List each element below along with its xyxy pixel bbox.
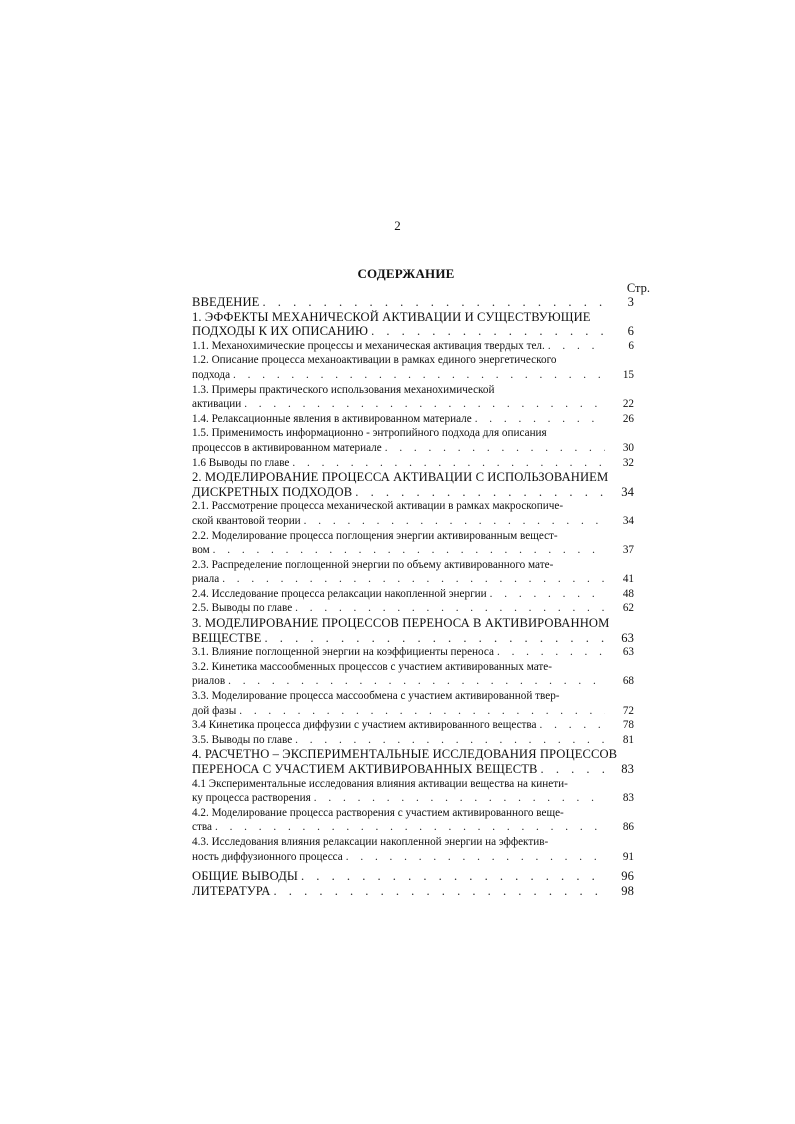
dot-leader [222,572,605,587]
toc-entry-title-line: 2.1. Рассмотрение процесса механической активации в рамках макроскопиче- [192,500,564,513]
dot-leader [233,368,605,383]
toc-entry-page: 91 [622,850,634,863]
toc-entry-page: 63 [622,646,634,659]
toc-entry-title-line: 1.3. Примеры практического использования механохимической [192,383,495,396]
toc-entry-title: дой фазы [192,704,237,717]
toc-entry-title-line: 3.3. Моделирование процесса массообмена с участием активированной твер- [192,690,560,703]
toc-entry [192,883,634,899]
toc-entry-title: ОБЩИЕ ВЫВОДЫ [192,869,298,884]
dot-leader [264,631,605,646]
dot-leader [274,884,606,899]
toc-entry-title: 1.4. Релаксационные явления в активированном материале [192,412,472,425]
toc-entry [192,835,634,864]
dot-leader [295,733,605,748]
dot-leader [475,412,605,427]
dot-leader [215,820,605,835]
toc-entry-title-line: 4. РАСЧЕТНО – ЭКСПЕРИМЕНТАЛЬНЫЕ ИССЛЕДОВАНИЯ ПРОЦЕССОВ [192,747,618,762]
toc-entry [192,601,634,616]
toc-entry-page: 48 [622,587,634,600]
toc-entry [192,777,634,806]
toc-entry-title-line: 3. МОДЕЛИРОВАНИЕ ПРОЦЕССОВ ПЕРЕНОСА В АКТИВИРОВАННОМ [192,616,610,631]
dot-leader [490,587,605,602]
dot-leader [213,543,605,558]
toc-entry [192,383,634,412]
table-of-contents [192,295,634,898]
toc-entry [192,470,634,499]
toc-entry-title: 3.4 Кинетика процесса диффузии с участием активированного вещества [192,719,537,732]
toc-entry-page: 34 [621,484,634,499]
toc-entry-title: риала [192,573,220,586]
toc-entry-title: ДИСКРЕТНЫХ ПОДХОДОВ [192,484,353,499]
toc-entry-page: 83 [621,762,634,776]
dot-leader [292,456,605,471]
toc-entry [192,295,634,310]
toc-entry [192,747,634,776]
toc-entry-title-line: 1. ЭФФЕКТЫ МЕХАНИЧЕСКОЙ АКТИВАЦИИ И СУЩЕСТВУЮЩИЕ [192,309,591,324]
toc-entry-page: 26 [622,412,634,425]
toc-entry [192,733,634,748]
dot-leader [497,645,605,660]
toc-entry-title: ку процесса растворения [192,792,311,805]
toc-entry-title: ства [192,821,212,834]
toc-entry-page: 83 [622,792,634,805]
dot-leader [548,339,605,354]
toc-entry-title-line: 3.2. Кинетика массообменных процессов с участием активированных мате- [192,660,552,673]
toc-entry-title-line: 1.5. Применимость информационно - энтропийного подхода для описания [192,427,547,440]
toc-entry [192,426,634,455]
toc-entry [192,645,634,660]
toc-entry-title: 2.4. Исследование процесса релаксации накопленной энергии [192,587,487,600]
toc-entry-title-line: 4.2. Моделирование процесса растворения с участием активированного веще- [192,806,564,819]
page-title: СОДЕРЖАНИЕ [357,266,455,281]
toc-entry-page: 30 [622,441,634,454]
toc-entry [192,309,634,339]
toc-entry [192,412,634,427]
toc-entry-page: 81 [622,733,634,746]
toc-entry-page: 32 [622,456,634,469]
toc-entry [192,869,634,884]
toc-entry-title: вом [192,544,210,557]
toc-entry-page: 22 [622,398,634,411]
toc-entry-page: 37 [622,544,634,557]
toc-entry-page: 3 [627,295,634,309]
toc-entry [192,718,634,733]
toc-entry-page: 6 [628,339,634,352]
toc-entry-page: 15 [622,368,634,381]
dot-leader [301,869,605,884]
toc-entry-title: 2.5. Выводы по главе [192,602,293,615]
toc-entry [192,616,634,645]
toc-entry-page: 98 [621,883,634,898]
toc-entry-title: ВВЕДЕНИЕ [192,295,260,309]
dot-leader [540,718,605,733]
toc-entry-title-line: 4.1 Экспериментальные исследования влияния активации вещества на кинети- [192,777,568,790]
toc-entry-title: 3.5. Выводы по главе [192,733,293,746]
toc-entry-title-line: 2.2. Моделирование процесса поглощения энергии активированным вещест- [192,529,558,542]
toc-entry-title: 1.1. Механохимические процессы и механическая активация твердых тел. [192,339,545,352]
dot-leader [314,791,605,806]
toc-entry [192,499,634,528]
toc-entry-page: 6 [627,324,634,339]
toc-entry-title-line: 2. МОДЕЛИРОВАНИЕ ПРОЦЕССА АКТИВАЦИИ С ИСПОЛЬЗОВАНИЕМ [192,470,609,485]
toc-entry [192,806,634,835]
toc-entry [192,558,634,587]
dot-leader [346,850,605,865]
toc-entry-title: процессов в активированном материале [192,441,382,454]
page-column-header: Стр. [626,281,650,295]
toc-entry-title: ность диффузионного процесса [192,850,343,863]
toc-entry-page: 78 [622,719,634,732]
toc-entry-title-line: 2.3. Распределение поглощенной энергии по объему активированного мате- [192,558,554,571]
toc-entry-page: 62 [622,602,634,615]
toc-entry-title: 3.1. Влияние поглощенной энергии на коэффициенты переноса [192,646,494,659]
dot-leader [385,441,605,456]
dot-leader [228,674,605,689]
toc-entry [192,529,634,558]
toc-entry-page: 68 [622,675,634,688]
toc-entry-title: риалов [192,675,226,688]
toc-entry-title-line: 1.2. Описание процесса механоактивации в рамках единого энергетического [192,354,557,367]
toc-entry-title: ПОДХОДЫ К ИХ ОПИСАНИЮ [192,324,369,339]
page-number: 2 [394,218,401,233]
dot-leader [355,485,605,500]
toc-entry [192,587,634,602]
toc-entry-title-line: 4.3. Исследования влияния релаксации накопленной энергии на эффектив- [192,835,549,848]
toc-entry [192,339,634,354]
dot-leader [304,514,605,529]
dot-leader [239,704,605,719]
dot-leader [244,397,605,412]
toc-entry-page: 86 [622,821,634,834]
toc-entry-title: активации [192,398,242,411]
dot-leader [295,601,605,616]
toc-entry-title: подхода [192,368,231,381]
toc-entry-page: 41 [622,573,634,586]
toc-entry-title: ВЕЩЕСТВЕ [192,630,262,645]
toc-entry [192,456,634,471]
dot-leader [371,324,605,339]
toc-entry-title: ПЕРЕНОСА С УЧАСТИЕМ АКТИВИРОВАННЫХ ВЕЩЕСТВ [192,762,538,776]
toc-entry [192,689,634,718]
toc-entry-title: ЛИТЕРАТУРА [192,883,271,898]
toc-entry [192,353,634,382]
toc-entry-page: 34 [622,514,634,527]
toc-entry-title: ской квантовой теории [192,514,301,527]
toc-entry-page: 96 [621,869,634,884]
dot-leader [262,295,605,310]
toc-entry-title: 1.6 Выводы по главе [192,456,290,469]
toc-entry [192,660,634,689]
dot-leader [541,762,605,777]
toc-entry-page: 72 [622,704,634,717]
toc-entry-page: 63 [621,630,634,645]
